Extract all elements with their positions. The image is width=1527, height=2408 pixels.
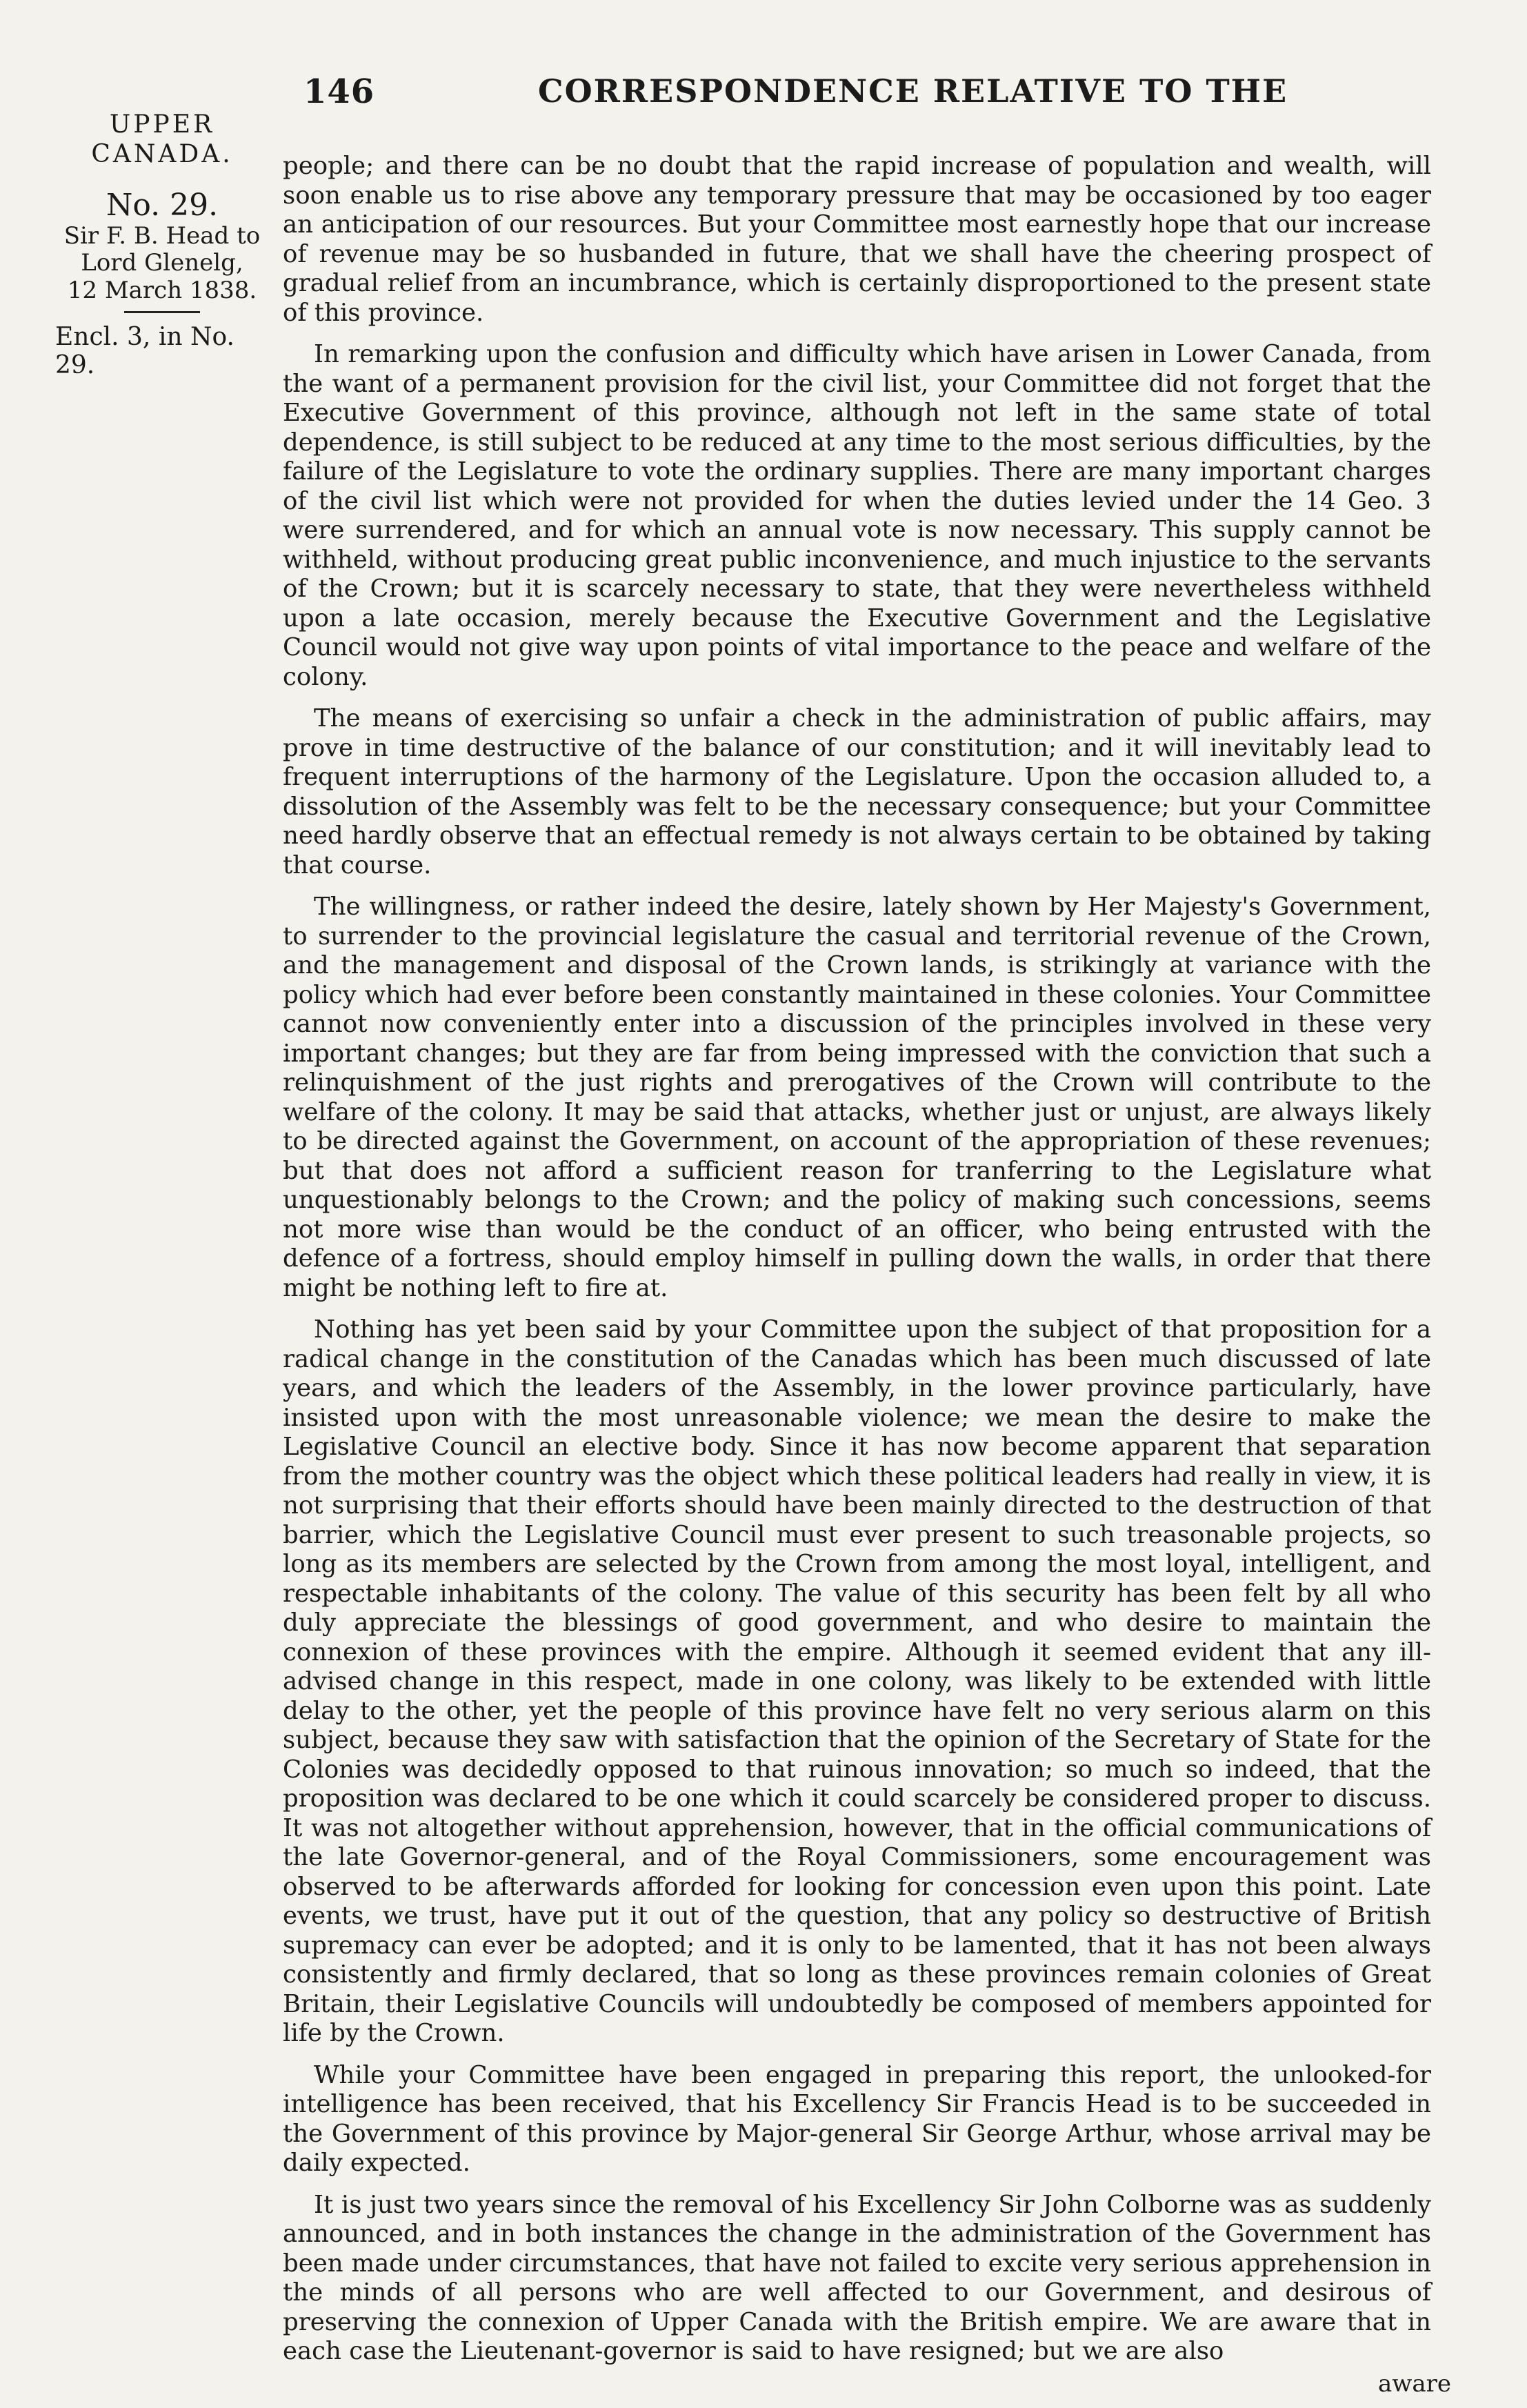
paragraph-2: In remarking upon the confusion and difficulty which have arisen in Lower Canada, from the want of a permanent provision for the civil list, your Committee did not forget that the Executive Government of this province, although not left in the same state of total dependence, is still subject to be reduced at any time to the most serious difficulties, by the failure of the Legislature to vote the ordinary supplies. There are many important charges of the civil list which were not provided for when the duties levied under the 14 Geo. 3 were surrendered, and for which an annual vote is now necessary. This supply cannot be withheld, without producing great public inconvenience, and much injustice to the servants of the Crown; but it is scarcely necessary to state, that they were nevertheless withheld upon a late occasion, merely because the Executive Government and the Legislative Council would not give way upon points of vital importance to the peace and welfare of the colony. (283, 340, 1431, 691)
margin-to: Lord Glenelg, (81, 249, 243, 277)
margin-despatch-number: No. 29. (106, 187, 219, 223)
margin-rule (124, 311, 200, 313)
page-header (262, 72, 1490, 121)
margin-enclosure: Encl. 3, in No. 29. (55, 322, 234, 380)
paragraph-4: The willingness, or rather indeed the desire, lately shown by Her Majesty's Government, to surrender to the provincial legislature the casual and territorial revenue of the Crown, and the management and disposal of the Crown lands, is strikingly at variance with the policy which had ever before been constantly maintained in these colonies. Your Committee cannot now conveniently enter into a discussion of the principles involved in these very important changes; but they are far from being impressed with the conviction that such a relinquishment of the just rights and prerogatives of the Crown will contribute to the welfare of the colony. It may be said that attacks, whether just or unjust, are always likely to be directed against the Government, on account of the appropriation of these revenues; but that does not afford a sufficient reason for tranferring to the Legislature what unquestionably belongs to the Crown; and the policy of making such concessions, seems not more wise than would be the conduct of an officer, who being entrusted with the defence of a fortress, should employ himself in pulling down the walls, in order that there might be nothing left to fire at. (283, 893, 1431, 1302)
paragraph-7: It is just two years since the removal of his Excellency Sir John Colborne was as suddenly announced, and in both instances the change in the administration of the Government has been made under circumstances, that have not failed to excite very serious apprehension in the minds of all persons who are well affected to our Government, and desirous of preserving the connexion of Upper Canada with the British empire. We are aware that in each case the Lieutenant-governor is said to have resigned; but we are also (283, 2190, 1431, 2365)
paragraph-6: While your Committee have been engaged in preparing this report, the unlooked-for intelligence has been received, that his Excellency Sir Francis Head is to be succeeded in the Government of this province by Major-general Sir George Arthur, whose arrival may be daily expected. (283, 2060, 1431, 2177)
margin-region-line1: UPPER (109, 110, 215, 139)
paragraph-5: Nothing has yet been said by your Committee upon the subject of that proposition for a radical change in the constitution of the Canadas which has been much discussed of late years, and which the leaders of the Assembly, in the lower province particularly, have insisted upon with the most unreasonable violence; we mean the desire to make the Legislative Council an elective body. Since it has now become apparent that separation from the mother country was the object which these political leaders had really in view, it is not surprising that their efforts should have been mainly directed to the destruction of that barrier, which the Legislative Council must ever present to such treasonable projects, so long as its members are selected by the Crown from among the most loyal, intelligent, and respectable inhabitants of the colony. The value of this security has been felt by all who duly appreciate the blessings of good government, and who desire to maintain the connexion of these provinces with the empire. Although it seemed evident that any ill-advised change in this respect, made in one colony, was likely to be extended with little delay to the other, yet the people of this province have felt no very serious alarm on this subject, because they saw with satisfaction that the opinion of the Secretary of State for the Colonies was decidedly opposed to that ruinous innovation; so much so indeed, that the proposition was declared to be one which it could scarcely be considered proper to discuss. It was not altogether without apprehension, however, that in the official communications of the late Governor-general, and of the Royal Commissioners, some encouragement was observed to be afterwards afforded for looking for concession even upon this point. Late events, we trust, have put it out of the question, that any policy so destructive of British supremacy can ever be adopted; and it is only to be lamented, that it has not been always consistently and firmly declared, that so long as these provinces remain colonies of Great Britain, their Legislative Councils will undoubtedly be composed of members appointed for life by the Crown. (283, 1315, 1431, 2047)
marginal-note (48, 110, 276, 379)
catchword: aware (1377, 2370, 1451, 2398)
margin-date: 12 March 1838. (67, 276, 257, 304)
body-text (283, 152, 1431, 2379)
margin-region-line2: CANADA. (91, 140, 233, 169)
paragraph-1: people; and there can be no doubt that the rapid increase of population and wealth, will soon enable us to rise above any temporary pressure that may be occasioned by too eager an anticipation of our resources. But your Committee most earnestly hope that our increase of revenue may be so husbanded in future, that we shall have the cheering prospect of gradual relief from an incumbrance, which is certainly disproportioned to the present state of this province. (283, 152, 1431, 327)
margin-from: Sir F. B. Head to (63, 222, 261, 250)
paragraph-3: The means of exercising so unfair a check in the administration of public affairs, may prove in time destructive of the balance of our constitution; and it will inevitably lead to frequent interruptions of the harmony of the Legislature. Upon the occasion alluded to, a dissolution of the Assembly was felt to be the necessary consequence; but your Committee need hardly observe that an effectual remedy is not always certain to be obtained by taking that course. (283, 704, 1431, 879)
running-title: CORRESPONDENCE RELATIVE TO THE (538, 72, 1288, 110)
page-number: 146 (303, 72, 375, 111)
